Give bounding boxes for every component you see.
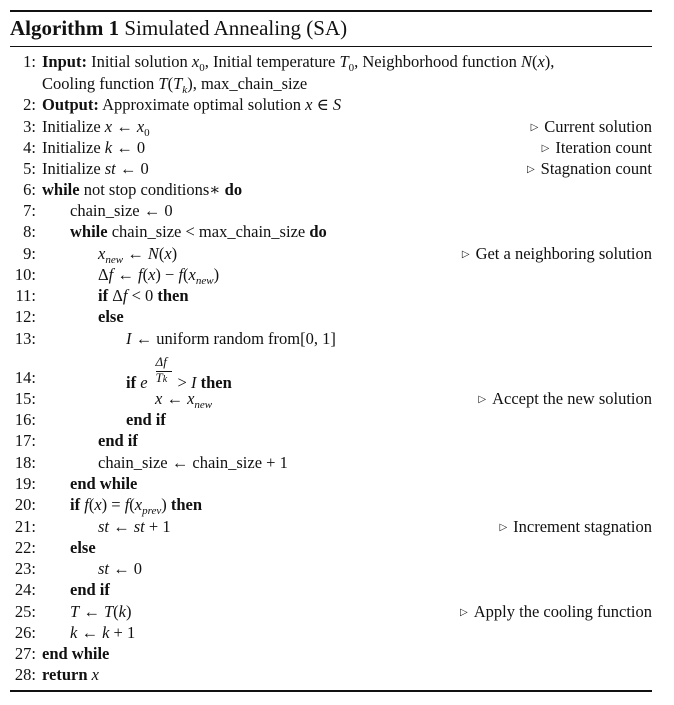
comment: ▷ Iteration count — [541, 138, 652, 157]
comment: ▷ Accept the new solution — [478, 389, 652, 408]
line-code: x ← $x_{new}$ — [155, 389, 213, 411]
line-number: 26: — [14, 623, 36, 642]
line-number: 18: — [14, 453, 36, 472]
comment: ▷ Stagnation count — [526, 159, 652, 178]
line-code: end if — [98, 431, 138, 450]
comment: ▷ Increment stagnation — [499, 517, 652, 536]
line-number: 24: — [14, 580, 36, 599]
caption-label: Algorithm 1 — [10, 16, 120, 40]
line-number: 5: — [23, 159, 36, 178]
caption-title: Simulated Annealing (SA) — [124, 16, 348, 40]
triangle-icon: ▷ — [530, 122, 539, 133]
line-code: else — [98, 307, 124, 326]
line-number: 9: — [23, 244, 36, 263]
bottom-rule — [10, 690, 652, 692]
line-number: 21: — [14, 517, 36, 536]
line-code: while not stop conditions∗ do — [42, 180, 243, 199]
line-number: 15: — [14, 389, 36, 408]
line-code: Initialize k ← 0 — [42, 138, 146, 157]
line-number: 20: — [14, 495, 36, 514]
line-code: st ← 0 — [98, 559, 143, 578]
line-code: $x_{new}$ ← N(x) — [98, 244, 178, 266]
line-code: I ← uniform random from[0, 1] — [126, 329, 336, 348]
triangle-icon: ▷ — [499, 522, 508, 533]
line-code: end if — [126, 410, 166, 429]
line-number: 28: — [14, 665, 36, 684]
line-number: 17: — [14, 431, 36, 450]
line-number: 11: — [15, 286, 36, 305]
line-code: chain_size ← 0 — [70, 201, 173, 220]
line-number: 6: — [23, 180, 36, 199]
line-number: 19: — [14, 474, 36, 493]
line-number: 10: — [14, 265, 36, 284]
line-code: end while — [70, 474, 138, 493]
line-number: 2: — [23, 95, 36, 114]
line-code: end if — [70, 580, 110, 599]
line-code: if Δf < 0 then — [98, 286, 189, 305]
comment: ▷ Apply the cooling function — [460, 602, 652, 621]
line-code: Output: Approximate optimal solution x ∈ S — [42, 95, 342, 114]
triangle-icon: ▷ — [461, 249, 470, 260]
line-number: 25: — [14, 602, 36, 621]
comment: ▷ Get a neighboring solution — [461, 244, 652, 263]
line-number: 12: — [14, 307, 36, 326]
line-number: 23: — [14, 559, 36, 578]
line-code: return x — [42, 665, 99, 684]
triangle-icon: ▷ — [460, 607, 468, 618]
line-code: if e $\frac{\Delta f}{Tk}$ > I then — [126, 354, 232, 392]
line-code: T ← T(k) — [70, 602, 132, 621]
line-code: else — [70, 538, 96, 557]
line-number: 14: — [14, 368, 36, 387]
line-number: 16: — [14, 410, 36, 429]
line-code: while chain_size < max_chain_size do — [70, 222, 327, 241]
line-code: Cooling function $T(T_k)$, max_chain_size — [42, 74, 308, 96]
line-number: 1: — [23, 52, 36, 71]
line-code: Initialize x ← $x_0$ — [42, 117, 150, 139]
algorithm-caption — [10, 16, 347, 41]
line-number: 7: — [23, 201, 36, 220]
line-code: Δf ← $f(x) - f(x_{new})$ — [98, 265, 220, 287]
line-code: chain_size ← chain_size + 1 — [98, 453, 288, 472]
exponent-fraction: $\frac{\Delta f}{Tk}$ — [148, 368, 178, 388]
triangle-icon: ▷ — [541, 143, 550, 154]
line-number: 3: — [23, 117, 36, 136]
line-number: 4: — [23, 138, 36, 157]
line-number: 27: — [14, 644, 36, 663]
comment: ▷ Current solution — [530, 117, 652, 136]
triangle-icon: ▷ — [526, 164, 535, 175]
top-rule — [10, 10, 652, 12]
line-code: st ← st + 1 — [98, 517, 171, 536]
line-code: Input: Initial solution $x_0$, Initial temperature $T_0$, Neighborhood function N(x), — [42, 52, 555, 74]
caption-rule — [10, 46, 652, 47]
line-number: 13: — [14, 329, 36, 348]
line-code: end while — [42, 644, 110, 663]
line-code: if $f(x) = f(x_{prev})$ then — [70, 495, 203, 517]
line-number: 8: — [23, 222, 36, 241]
triangle-icon: ▷ — [478, 394, 487, 405]
line-code: k ← k + 1 — [70, 623, 136, 642]
line-code: Initialize st ← 0 — [42, 159, 149, 178]
line-number: 22: — [14, 538, 36, 557]
